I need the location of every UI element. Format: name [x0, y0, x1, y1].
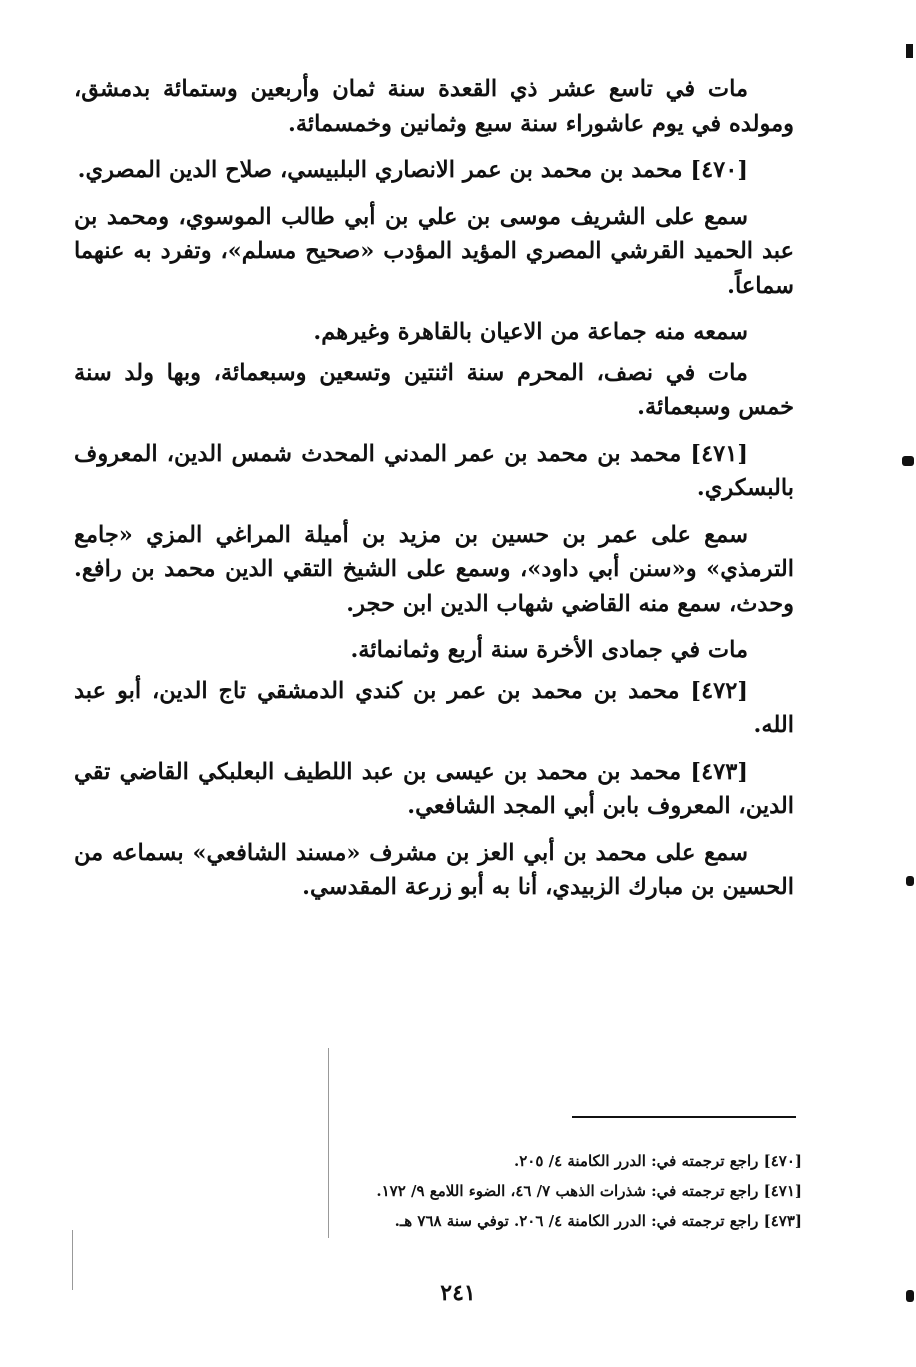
entry-471-heading: [٤٧١] محمد بن محمد بن عمر المدني المحدث شمس الدين، المعروف بالبسكري. — [74, 440, 794, 501]
footnote-470: [٤٧٠] راجع ترجمته في: الدرر الكامنة ٤/ ٢٠٥. — [513, 1152, 802, 1170]
page-number: ٢٤١ — [440, 1280, 476, 1306]
entry-470-heading: [٤٧٠] محمد بن محمد بن عمر الانصاري البلبيسي، صلاح الدين المصري. — [77, 157, 748, 183]
entry-471-death: مات في جمادى الأخرة سنة أربع وثمانمائة. — [350, 637, 748, 663]
entry-473-heading: [٤٧٣] محمد بن محمد بن عيسى بن عبد اللطيف البعلبكي القاضي تقي الدين، المعروف بابن أبي المجد الشافعي. — [74, 758, 794, 819]
footnote-473: [٤٧٣] راجع ترجمته في: الدرر الكامنة ٤/ ٢٠٦. توفي سنة ٧٦٨ هـ. — [394, 1212, 802, 1230]
entry-470-students: سمعه منه جماعة من الاعيان بالقاهرة وغيرهم. — [313, 319, 748, 345]
footnote-divider — [572, 1116, 796, 1118]
scan-mark-right-1 — [902, 456, 914, 466]
main-text — [74, 72, 794, 917]
scan-mark-top-right — [906, 44, 913, 58]
entry-470-body: سمع على الشريف موسى بن علي بن أبي طالب الموسوي، ومحمد بن عبد الحميد القرشي المصري المؤيد المؤدب «صحيح مسلم»، وتفرد به عنهما سماعاً. — [74, 203, 794, 299]
paragraph-death-date-1: مات في تاسع عشر ذي القعدة سنة ثمان وأربعين وستمائة بدمشق، ومولده في يوم عاشوراء سنة سبع وثمانين وخمسمائة. — [74, 76, 794, 137]
entry-473-body: سمع على محمد بن أبي العز بن مشرف «مسند الشافعي» بسماعه من الحسين بن مبارك الزبيدي، أنا به أبو زرعة المقدسي. — [74, 839, 794, 900]
scan-mark-bottom-right — [906, 1290, 914, 1302]
entry-472-heading: [٤٧٢] محمد بن محمد بن عمر بن كندي الدمشقي تاج الدين، أبو عبد الله. — [74, 677, 794, 738]
scan-mark-right-2 — [906, 876, 914, 886]
footnotes — [230, 1146, 802, 1236]
entry-471-body: سمع على عمر بن حسين بن مزيد بن أميلة المراغي المزي «جامع الترمذي» و«سنن أبي داود»، وسمع على الشيخ التقي الدين محمد بن رافع. وحدث، سمع منه القاضي شهاب الدين ابن حجر. — [74, 521, 794, 617]
footnote-471: [٤٧١] راجع ترجمته في: شذرات الذهب ٧/ ٤٦، الضوء اللامع ٩/ ١٧٢. — [376, 1182, 802, 1200]
scan-line-center — [328, 1048, 329, 1238]
entry-470-death: مات في نصف، المحرم سنة اثنتين وتسعين وسبعمائة، وبها ولد سنة خمس وسبعمائة. — [74, 359, 794, 420]
scan-line-left — [72, 1230, 73, 1290]
